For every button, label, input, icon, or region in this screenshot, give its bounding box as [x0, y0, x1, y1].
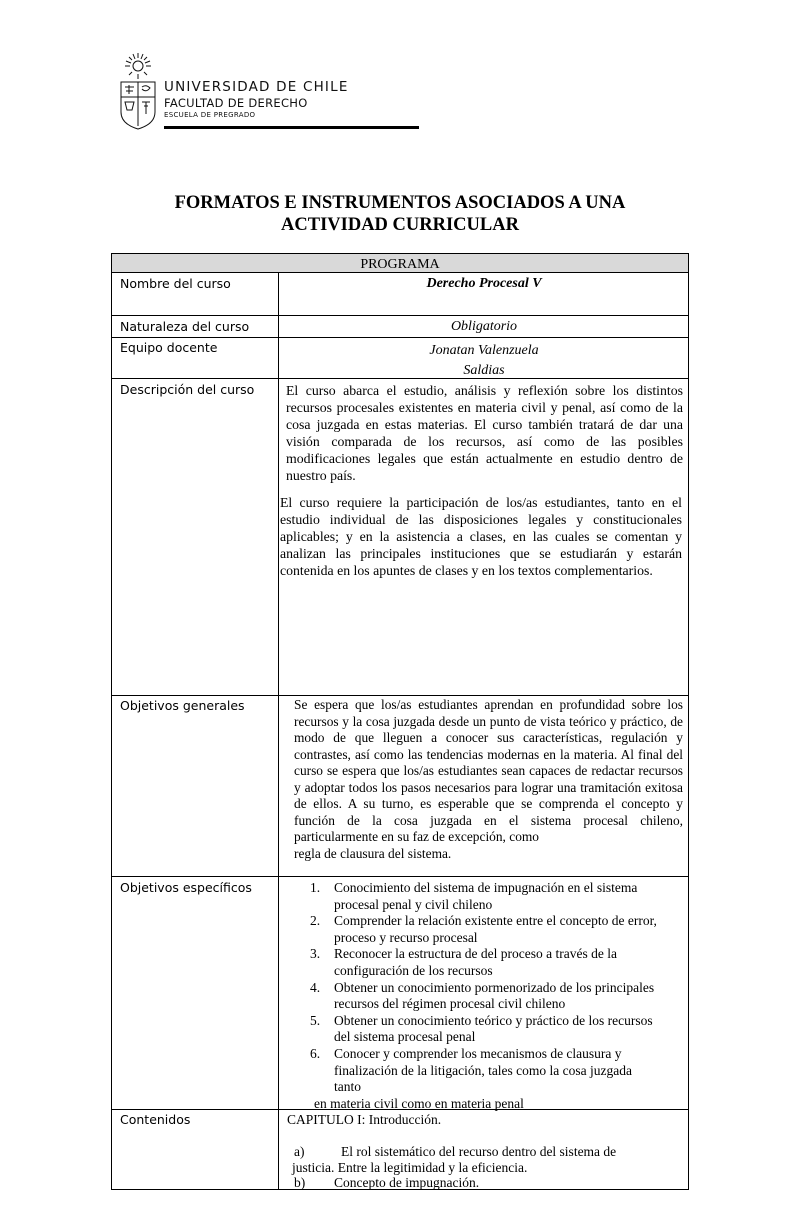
list-item-line: Conocer y comprender los mecanismos de clausura y — [334, 1045, 622, 1061]
list-item-line: Conocimiento del sistema de impugnación en el sistema — [334, 880, 638, 895]
table-heading: PROGRAMA — [112, 254, 688, 273]
list-item-line: tanto — [334, 1079, 361, 1095]
general-objectives-text — [294, 697, 683, 862]
row-divider — [112, 876, 688, 877]
course-nature-value: Obligatorio — [450, 319, 518, 334]
list-item-line: en materia civil como en materia penal — [314, 1095, 524, 1111]
list-item-number: 2. — [310, 913, 321, 929]
description-label: Descripción del curso — [120, 382, 255, 397]
document-title-line-1: FORMATOS E INSTRUMENTOS ASOCIADOS A UNA — [174, 193, 626, 213]
course-name-label: Nombre del curso — [120, 276, 231, 291]
list-item-number: 4. — [310, 979, 321, 995]
contents-item-b-text: Concepto de impugnación. — [334, 1175, 480, 1190]
list-item-line: finalización de la litigación, tales como la cosa juzgada — [334, 1062, 633, 1078]
teaching-team-value — [280, 341, 688, 381]
document-title-line-2: ACTIVIDAD CURRICULAR — [281, 215, 519, 235]
description-paragraph-1: El curso abarca el estudio, análisis y reflexión sobre los distintos recursos procesales existentes en materia civil y penal, así como de la cosa juzgada en estas materias. El curso también tratará de dar una visión comparada de los recursos, así como de las posibles modificaciones legales que están actualmente en estudio dentro de nuestro país. — [286, 383, 683, 483]
program-table — [111, 253, 689, 1190]
teaching-team-line-2: Saldias — [463, 363, 505, 378]
list-item — [286, 1046, 676, 1112]
university-crest-icon — [118, 52, 158, 130]
specific-objectives-label: Objetivos específicos — [120, 880, 252, 895]
list-item-line: configuración de los recursos — [334, 962, 493, 978]
description-paragraph-2: El curso requiere la participación de los/as estudiantes, tanto en el estudio individual de las disposiciones legales y constitucionales aplicables; y en la asistencia a clases, en las cuales se comentan y analizan las principales instituciones que se estudiarán y estarán contenida en los apuntes de clases y en los textos complementarios. — [280, 495, 682, 578]
row-divider — [112, 337, 688, 338]
list-item — [286, 880, 676, 913]
general-objectives-body: Se espera que los/as estudiantes aprendan en profundidad sobre los recursos y la cosa juzgada desde un punto de vista teórico y práctico, de modo de que lleguen a conocer sus características, regulación y contrastes, así como las tendencias modernas en la materia. Al final del curso se espera que los/as estudiantes sean capaces de redactar recursos y adoptar todos los pasos necesarios para lograr una tramitación exitosa de ellos. A su turno, es esperable que se comprenda el concepto y función de la cosa juzgada en el sistema procesal chileno, particularmente en su faz de excepción, como — [294, 697, 683, 844]
list-item — [286, 980, 676, 1013]
row-divider — [112, 272, 688, 273]
contents-item-a-line-1: El rol sistemático del recurso dentro del sistema de — [341, 1144, 617, 1159]
list-item-number: 5. — [310, 1012, 321, 1028]
list-item-line: Comprender la relación existente entre el concepto de error, — [334, 913, 657, 929]
teaching-team-label: Equipo docente — [120, 340, 218, 355]
list-item-line: procesal penal y civil chileno — [334, 896, 493, 912]
general-objectives-label: Objetivos generales — [120, 698, 245, 713]
list-item — [286, 1013, 676, 1046]
course-name-value: Derecho Procesal V — [426, 276, 542, 291]
faculty-name: FACULTAD DE DERECHO — [164, 96, 308, 110]
list-item — [286, 913, 676, 946]
contents-chapter: CAPITULO I: Introducción. — [287, 1112, 442, 1127]
row-divider — [112, 315, 688, 316]
list-item — [286, 946, 676, 979]
contents-item-b-marker: b) — [294, 1175, 306, 1190]
list-item-line: del sistema procesal penal — [334, 1029, 476, 1045]
university-name: UNIVERSIDAD DE CHILE — [164, 79, 349, 95]
specific-objectives-list — [286, 880, 676, 1112]
document-title — [100, 192, 700, 236]
list-item-line: Obtener un conocimiento pormenorizado de los principales — [334, 979, 655, 995]
column-divider — [278, 272, 279, 1189]
general-objectives-last-line: regla de clausura del sistema. — [294, 845, 452, 861]
course-nature-label: Naturaleza del curso — [120, 319, 250, 334]
teaching-team-line-1: Jonatan Valenzuela — [429, 343, 539, 358]
header-rule — [164, 126, 419, 129]
school-name: ESCUELA DE PREGRADO — [164, 111, 256, 119]
list-item-line: Reconocer la estructura de del proceso a través de la — [334, 946, 617, 962]
contents-item-a-line-2: justicia. Entre la legitimidad y la eficiencia. — [292, 1160, 528, 1175]
university-logo — [118, 52, 349, 132]
list-item-line: recursos del régimen procesal civil chileno — [334, 996, 566, 1012]
list-item-line: proceso y recurso procesal — [334, 929, 478, 945]
list-item-number: 1. — [310, 880, 321, 895]
list-item-number: 6. — [310, 1045, 321, 1061]
list-item-number: 3. — [310, 946, 321, 962]
contents-item-a-marker: a) — [294, 1144, 305, 1159]
contents-label: Contenidos — [120, 1112, 191, 1127]
list-item-line: Obtener un conocimiento teórico y práctico de los recursos — [334, 1012, 653, 1028]
